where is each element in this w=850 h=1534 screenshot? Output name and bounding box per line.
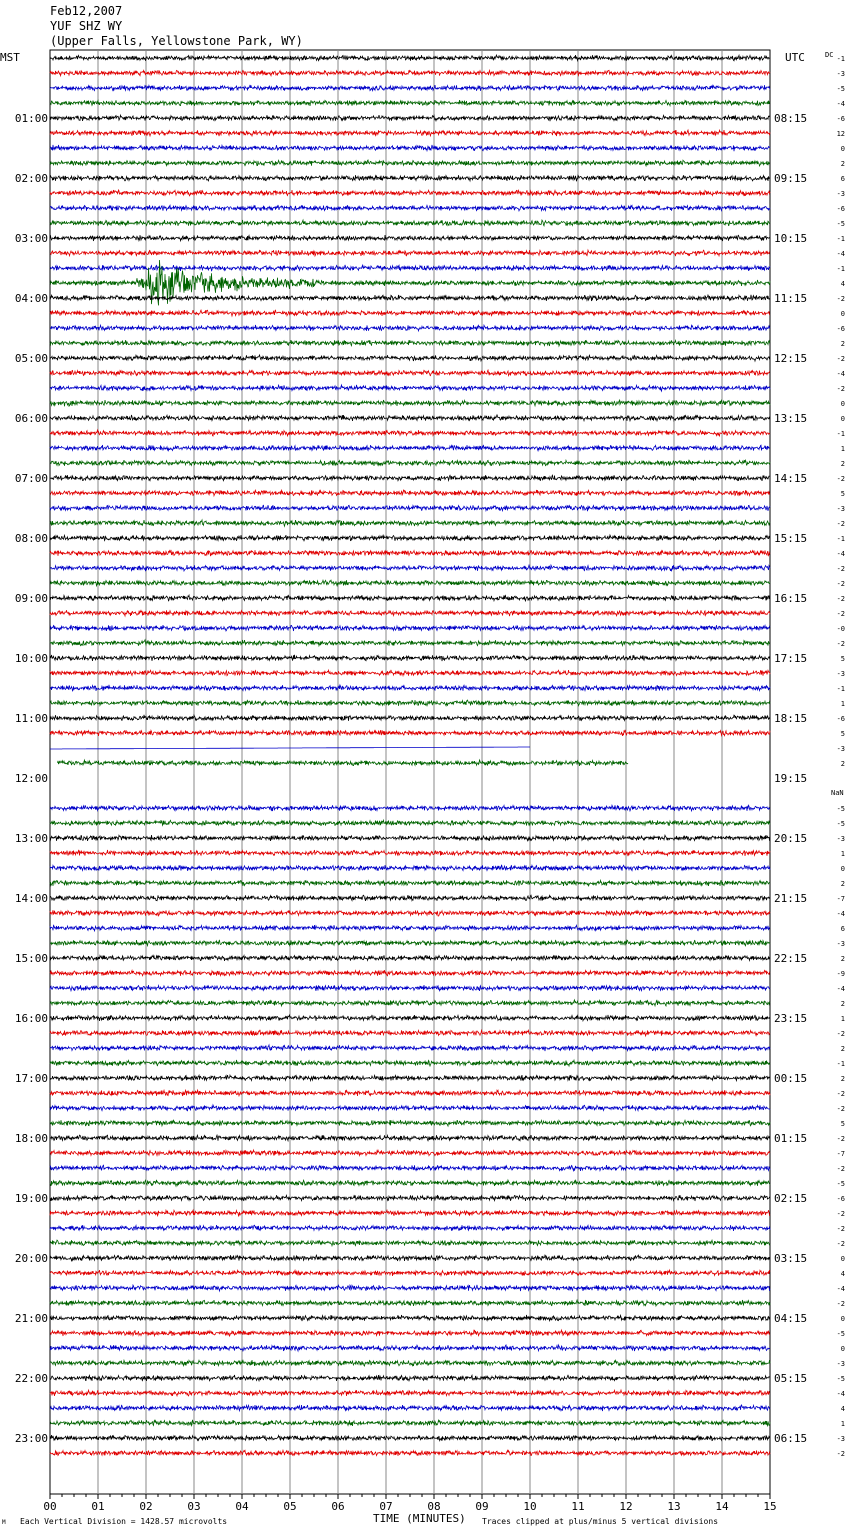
dc-offset-label: -2 bbox=[836, 595, 845, 603]
dc-offset-label: 5 bbox=[840, 655, 845, 663]
dc-offset-label: -3 bbox=[836, 1435, 845, 1443]
x-tick-label: 04 bbox=[235, 1500, 249, 1513]
dc-offset-label: -1 bbox=[836, 1060, 845, 1068]
left-hour-label: 12:00 bbox=[14, 772, 48, 785]
dc-offset-label: -5 bbox=[836, 85, 845, 93]
dc-offset-label: 4 bbox=[840, 280, 845, 288]
seismic-trace bbox=[50, 1345, 770, 1351]
right-hour-label: 09:15 bbox=[774, 172, 808, 185]
dc-offset-label: 5 bbox=[840, 490, 845, 498]
right-hour-label: 06:15 bbox=[774, 1432, 808, 1445]
seismic-trace bbox=[50, 1045, 770, 1051]
seismic-trace bbox=[50, 370, 770, 376]
x-tick-label: 13 bbox=[667, 1500, 681, 1513]
dc-offset-label: 0 bbox=[840, 865, 845, 873]
dc-offset-label: -2 bbox=[836, 475, 845, 483]
seismic-trace bbox=[58, 760, 771, 766]
seismic-trace bbox=[50, 190, 770, 196]
seismic-trace bbox=[50, 535, 770, 541]
seismic-trace bbox=[50, 265, 770, 271]
seismic-trace bbox=[50, 880, 770, 886]
seismic-trace bbox=[50, 385, 770, 391]
x-tick-label: 03 bbox=[187, 1500, 201, 1513]
dc-offset-label: 2 bbox=[840, 1000, 845, 1008]
seismic-trace bbox=[50, 355, 770, 361]
seismic-trace bbox=[50, 220, 770, 226]
left-hour-label: 04:00 bbox=[14, 292, 48, 305]
dc-offset-label: 2 bbox=[840, 955, 845, 963]
seismic-trace bbox=[50, 1285, 770, 1291]
dc-offset-label: 2 bbox=[840, 1075, 845, 1083]
right-hour-label: 18:15 bbox=[774, 712, 808, 725]
seismic-trace bbox=[50, 1405, 770, 1411]
seismic-trace bbox=[50, 115, 770, 121]
seismic-trace bbox=[50, 1075, 770, 1081]
seismic-trace bbox=[50, 250, 770, 256]
left-hour-label: 20:00 bbox=[14, 1252, 48, 1265]
dc-offset-label: -2 bbox=[836, 565, 845, 573]
dc-offset-label: -6 bbox=[836, 715, 845, 723]
x-tick-label: 05 bbox=[283, 1500, 297, 1513]
header-station: YUF SHZ WY bbox=[50, 19, 123, 33]
seismic-trace bbox=[50, 715, 770, 721]
dc-offset-label: 4 bbox=[840, 1270, 845, 1278]
dc-offset-label: -2 bbox=[836, 1240, 845, 1248]
seismic-trace bbox=[50, 730, 770, 736]
dc-offset-label: -3 bbox=[836, 940, 845, 948]
dc-offset-label: -1 bbox=[836, 55, 845, 63]
dc-offset-label: 0 bbox=[840, 400, 845, 408]
seismic-trace bbox=[50, 175, 770, 181]
seismic-trace bbox=[50, 1225, 770, 1231]
dc-offset-label: -5 bbox=[836, 805, 845, 813]
seismic-trace bbox=[50, 595, 770, 601]
seismic-trace bbox=[50, 625, 770, 631]
x-tick-label: 01 bbox=[91, 1500, 105, 1513]
left-hour-label: 14:00 bbox=[14, 892, 48, 905]
dc-offset-label: 4 bbox=[840, 1405, 845, 1413]
dc-offset-label: -6 bbox=[836, 325, 845, 333]
dc-offset-label: 2 bbox=[840, 460, 845, 468]
x-tick-label: 02 bbox=[139, 1500, 153, 1513]
x-tick-label: 11 bbox=[571, 1500, 585, 1513]
seismic-trace bbox=[50, 415, 770, 421]
seismic-trace bbox=[50, 985, 770, 991]
dc-offset-label: -2 bbox=[836, 1300, 845, 1308]
left-hour-label: 10:00 bbox=[14, 652, 48, 665]
seismic-trace bbox=[50, 670, 770, 676]
right-hour-label: 02:15 bbox=[774, 1192, 808, 1205]
dc-offset-label: -4 bbox=[836, 250, 845, 258]
right-hour-label: 19:15 bbox=[774, 772, 808, 785]
x-tick-label: 07 bbox=[379, 1500, 393, 1513]
dc-offset-label: -4 bbox=[836, 100, 845, 108]
seismic-trace bbox=[50, 70, 770, 76]
seismic-trace bbox=[50, 1210, 770, 1216]
right-hour-label: 05:15 bbox=[774, 1372, 808, 1385]
dc-label: DC bbox=[825, 51, 834, 59]
seismic-trace bbox=[50, 610, 770, 616]
dc-offset-label: -5 bbox=[836, 220, 845, 228]
x-tick-label: 06 bbox=[331, 1500, 345, 1513]
seismic-trace bbox=[50, 145, 770, 151]
seismic-trace bbox=[50, 1255, 770, 1261]
x-tick-label: 10 bbox=[523, 1500, 537, 1513]
label-group bbox=[15, 55, 845, 1513]
left-hour-label: 01:00 bbox=[14, 112, 48, 125]
dc-offset-label: 2 bbox=[840, 880, 845, 888]
dc-offset-label: -3 bbox=[836, 505, 845, 513]
dc-offset-label: 0 bbox=[840, 1255, 845, 1263]
seismic-trace bbox=[50, 340, 770, 346]
seismic-trace bbox=[50, 655, 770, 661]
dc-offset-label: -6 bbox=[836, 115, 845, 123]
seismic-trace bbox=[50, 490, 770, 496]
dc-offset-label: -2 bbox=[836, 610, 845, 618]
right-hour-label: 01:15 bbox=[774, 1132, 808, 1145]
header-date: Feb12,2007 bbox=[50, 4, 123, 18]
dc-offset-label: 0 bbox=[840, 310, 845, 318]
dc-offset-label: -3 bbox=[836, 670, 845, 678]
seismic-trace bbox=[50, 460, 770, 466]
dc-offset-label: -5 bbox=[836, 1330, 845, 1338]
seismic-trace bbox=[50, 1330, 770, 1336]
seismic-trace bbox=[50, 970, 770, 976]
dc-offset-label: -2 bbox=[836, 580, 845, 588]
left-hour-label: 15:00 bbox=[14, 952, 48, 965]
dc-offset-label: 6 bbox=[840, 175, 845, 183]
left-hour-label: 05:00 bbox=[14, 352, 48, 365]
dc-offset-label: -2 bbox=[836, 520, 845, 528]
dc-offset-label: 0 bbox=[840, 1345, 845, 1353]
seismic-trace bbox=[50, 160, 770, 166]
dc-offset-label: -5 bbox=[836, 1180, 845, 1188]
header-location: (Upper Falls, Yellowstone Park, WY) bbox=[50, 34, 303, 48]
dc-offset-label: -2 bbox=[836, 1450, 845, 1458]
seismic-trace bbox=[50, 1360, 770, 1366]
dc-offset-label: -5 bbox=[836, 1375, 845, 1383]
dc-offset-label: 6 bbox=[840, 925, 845, 933]
dc-offset-label: -7 bbox=[836, 895, 845, 903]
dc-offset-label: -3 bbox=[836, 1360, 845, 1368]
seismic-trace bbox=[50, 940, 770, 946]
seismic-trace bbox=[50, 1195, 770, 1201]
seismic-trace bbox=[50, 925, 770, 931]
dc-offset-label: 0 bbox=[840, 415, 845, 423]
seismic-trace bbox=[50, 1165, 770, 1171]
seismic-trace bbox=[50, 1180, 770, 1186]
dc-offset-label: 5 bbox=[840, 730, 845, 738]
dc-offset-label: 1 bbox=[840, 850, 845, 858]
right-timezone-label: UTC bbox=[785, 51, 805, 64]
seismic-trace bbox=[50, 1120, 770, 1126]
dc-offset-label: -3 bbox=[836, 70, 845, 78]
seismic-trace bbox=[50, 850, 770, 856]
left-hour-label: 02:00 bbox=[14, 172, 48, 185]
left-hour-label: 19:00 bbox=[14, 1192, 48, 1205]
seismic-trace bbox=[50, 1450, 770, 1456]
dc-offset-label: -2 bbox=[836, 1210, 845, 1218]
right-hour-label: 22:15 bbox=[774, 952, 808, 965]
trace-group bbox=[50, 55, 770, 1456]
left-hour-label: 17:00 bbox=[14, 1072, 48, 1085]
seismic-trace bbox=[50, 475, 770, 481]
dc-offset-label: 0 bbox=[840, 145, 845, 153]
dc-offset-label: 0 bbox=[840, 1315, 845, 1323]
dc-offset-label: 2 bbox=[840, 340, 845, 348]
dc-offset-label: 12 bbox=[836, 130, 845, 138]
seismic-trace bbox=[50, 685, 770, 691]
dc-offset-label: -2 bbox=[836, 1165, 845, 1173]
dc-offset-label: -2 bbox=[836, 640, 845, 648]
footer-left: Each Vertical Division = 1428.57 microvolts bbox=[20, 1517, 228, 1526]
seismic-trace bbox=[50, 1030, 770, 1036]
left-hour-label: 03:00 bbox=[14, 232, 48, 245]
seismic-trace bbox=[50, 235, 770, 241]
footer-right: Traces clipped at plus/minus 5 vertical divisions bbox=[482, 1517, 719, 1526]
seismic-trace bbox=[50, 1015, 770, 1021]
dc-offset-label: -0 bbox=[836, 625, 845, 633]
seismic-trace bbox=[50, 910, 770, 916]
dc-offset-label: -1 bbox=[836, 430, 845, 438]
seismic-trace bbox=[50, 505, 770, 511]
seismic-trace bbox=[50, 640, 770, 646]
seismic-trace bbox=[50, 565, 770, 571]
dc-offset-label: 2 bbox=[840, 160, 845, 168]
right-hour-label: 10:15 bbox=[774, 232, 808, 245]
dc-offset-label: -7 bbox=[836, 1150, 845, 1158]
left-hour-label: 18:00 bbox=[14, 1132, 48, 1145]
left-hour-label: 16:00 bbox=[14, 1012, 48, 1025]
seismic-trace bbox=[50, 700, 770, 706]
seismic-trace bbox=[50, 1390, 770, 1396]
dc-offset-label: -3 bbox=[836, 745, 845, 753]
right-hour-label: 16:15 bbox=[774, 592, 808, 605]
dc-offset-label: -2 bbox=[836, 1090, 845, 1098]
dc-offset-label: 5 bbox=[840, 1120, 845, 1128]
left-hour-label: 09:00 bbox=[14, 592, 48, 605]
seismic-trace bbox=[50, 205, 770, 211]
dc-offset-label: -1 bbox=[836, 685, 845, 693]
right-hour-label: 20:15 bbox=[774, 832, 808, 845]
dc-offset-label: -2 bbox=[836, 1135, 845, 1143]
dc-offset-label: -4 bbox=[836, 985, 845, 993]
dc-offset-label: 1 bbox=[840, 1015, 845, 1023]
left-timezone-label: MST bbox=[0, 51, 20, 64]
left-hour-label: 07:00 bbox=[14, 472, 48, 485]
nan-label: NaN bbox=[831, 789, 844, 797]
seismic-trace bbox=[50, 865, 770, 871]
seismic-trace bbox=[50, 400, 770, 406]
seismic-trace bbox=[50, 1090, 770, 1096]
seismic-trace bbox=[50, 130, 770, 136]
right-hour-label: 11:15 bbox=[774, 292, 808, 305]
seismic-trace bbox=[50, 1105, 770, 1111]
seismic-trace bbox=[50, 1240, 770, 1246]
dc-offset-label: -4 bbox=[836, 910, 845, 918]
seismic-trace bbox=[50, 55, 770, 61]
dc-offset-label: -3 bbox=[836, 190, 845, 198]
seismic-trace bbox=[50, 430, 770, 436]
seismic-trace bbox=[50, 310, 770, 316]
dc-offset-label: -2 bbox=[836, 1105, 845, 1113]
x-tick-label: 14 bbox=[715, 1500, 729, 1513]
seismic-trace bbox=[50, 550, 770, 556]
seismic-trace bbox=[50, 520, 770, 526]
seismic-trace bbox=[50, 1270, 770, 1276]
right-hour-label: 08:15 bbox=[774, 112, 808, 125]
seismic-trace bbox=[50, 805, 770, 811]
right-hour-label: 17:15 bbox=[774, 652, 808, 665]
dc-offset-label: -2 bbox=[836, 1030, 845, 1038]
dc-offset-label: 1 bbox=[840, 445, 845, 453]
seismic-trace bbox=[50, 1420, 770, 1426]
dc-offset-label: -9 bbox=[836, 970, 845, 978]
footer-corner: M bbox=[2, 1519, 6, 1526]
seismic-trace bbox=[50, 445, 770, 451]
seismic-trace bbox=[50, 1150, 770, 1156]
seismic-trace bbox=[50, 100, 770, 106]
right-hour-label: 23:15 bbox=[774, 1012, 808, 1025]
dc-offset-label: -2 bbox=[836, 355, 845, 363]
dc-offset-label: -4 bbox=[836, 370, 845, 378]
dc-offset-label: 2 bbox=[840, 760, 845, 768]
left-hour-label: 13:00 bbox=[14, 832, 48, 845]
x-tick-label: 00 bbox=[43, 1500, 57, 1513]
right-hour-label: 13:15 bbox=[774, 412, 808, 425]
x-tick-label: 09 bbox=[475, 1500, 489, 1513]
seismic-trace bbox=[50, 820, 770, 826]
seismic-trace bbox=[50, 1060, 770, 1066]
x-tick-label: 12 bbox=[619, 1500, 633, 1513]
seismic-trace bbox=[50, 1315, 770, 1321]
seismic-trace bbox=[50, 835, 770, 841]
dc-offset-label: 1 bbox=[840, 700, 845, 708]
dc-offset-label: -2 bbox=[836, 295, 845, 303]
seismic-trace bbox=[50, 1300, 770, 1306]
dc-offset-label: -1 bbox=[836, 535, 845, 543]
dc-offset-label: -4 bbox=[836, 1285, 845, 1293]
right-hour-label: 04:15 bbox=[774, 1312, 808, 1325]
dc-offset-label: -4 bbox=[836, 1390, 845, 1398]
dc-offset-label: 1 bbox=[840, 1420, 845, 1428]
left-hour-label: 08:00 bbox=[14, 532, 48, 545]
seismic-trace bbox=[50, 1000, 770, 1006]
left-hour-label: 06:00 bbox=[14, 412, 48, 425]
dc-offset-label: -1 bbox=[836, 265, 845, 273]
dc-offset-label: -2 bbox=[836, 385, 845, 393]
dc-offset-label: -2 bbox=[836, 1225, 845, 1233]
dc-offset-label: -1 bbox=[836, 235, 845, 243]
seismic-trace bbox=[50, 1375, 770, 1381]
x-tick-label: 15 bbox=[763, 1500, 777, 1513]
right-hour-label: 00:15 bbox=[774, 1072, 808, 1085]
left-hour-label: 23:00 bbox=[14, 1432, 48, 1445]
dc-offset-label: -5 bbox=[836, 820, 845, 828]
dc-offset-label: 2 bbox=[840, 1045, 845, 1053]
left-hour-label: 11:00 bbox=[14, 712, 48, 725]
right-hour-label: 15:15 bbox=[774, 532, 808, 545]
seismic-trace bbox=[50, 580, 770, 586]
x-tick-label: 08 bbox=[427, 1500, 441, 1513]
dc-offset-label: -6 bbox=[836, 1195, 845, 1203]
seismic-trace bbox=[50, 325, 770, 331]
dc-offset-label: -6 bbox=[836, 205, 845, 213]
right-hour-label: 03:15 bbox=[774, 1252, 808, 1265]
right-hour-label: 21:15 bbox=[774, 892, 808, 905]
dc-offset-label: -4 bbox=[836, 550, 845, 558]
left-hour-label: 21:00 bbox=[14, 1312, 48, 1325]
seismic-trace bbox=[50, 1135, 770, 1141]
x-axis-label: TIME (MINUTES) bbox=[373, 1512, 466, 1525]
seismic-trace bbox=[50, 85, 770, 91]
seismic-trace bbox=[50, 955, 770, 961]
right-hour-label: 12:15 bbox=[774, 352, 808, 365]
seismic-trace bbox=[50, 1435, 770, 1441]
left-hour-label: 22:00 bbox=[14, 1372, 48, 1385]
right-hour-label: 14:15 bbox=[774, 472, 808, 485]
dc-offset-label: -3 bbox=[836, 835, 845, 843]
seismic-trace bbox=[50, 895, 770, 901]
